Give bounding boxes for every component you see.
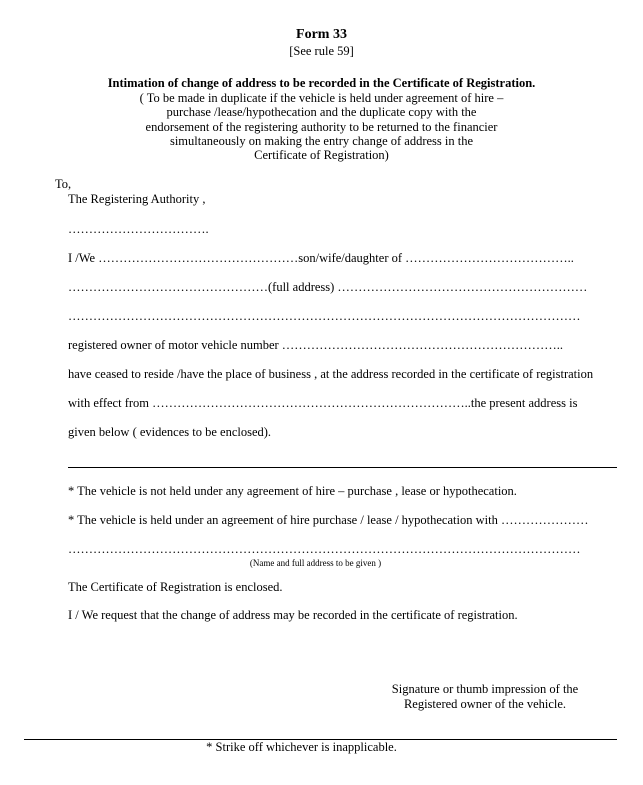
registering-authority: The Registering Authority , xyxy=(68,192,206,206)
note-line: purchase /lease/hypothecation and the duplicate copy with the xyxy=(166,105,477,119)
evidence-line: given below ( evidences to be enclosed). xyxy=(68,425,272,439)
note-line: simultaneously on making the entry change of address in the xyxy=(169,134,474,148)
signature-line-1: Signature or thumb impression of the xyxy=(391,682,579,696)
full-address-line: …………………………………………(full address) …………………………………………………… xyxy=(68,280,588,294)
salutation-to: To, xyxy=(55,177,72,191)
present-address-line xyxy=(68,467,617,468)
option-not-held: * The vehicle is not held under any agreement of hire – purchase , lease or hypothecation. xyxy=(68,484,517,498)
ceased-line: have ceased to reside /have the place of business , at the address recorded in the certificate of registration xyxy=(68,367,594,381)
note-line: endorsement of the registering authority to be returned to the financier xyxy=(145,120,498,134)
authority-blank: ……………………………. xyxy=(68,222,209,236)
note-line: Certificate of Registration) xyxy=(254,148,389,162)
option-held: * The vehicle is held under an agreement of hire purchase / lease / hypothecation with ………………… xyxy=(68,513,589,527)
signature-line-2: Registered owner of the vehicle. xyxy=(403,697,567,711)
note-line: ( To be made in duplicate if the vehicle is held under agreement of hire – xyxy=(139,91,504,105)
financier-hint: (Name and full address to be given ) xyxy=(249,558,382,568)
vehicle-number-line: registered owner of motor vehicle number ………………………………………………………….. xyxy=(68,338,564,352)
certificate-enclosed: The Certificate of Registration is enclosed. xyxy=(68,580,283,594)
request-statement: I / We request that the change of address may be recorded in the certificate of registration. xyxy=(68,608,518,622)
rule-reference: [See rule 59] xyxy=(289,44,354,58)
effect-date-line: with effect from …………………………………………………………………..the present address is xyxy=(68,396,578,410)
address-blank-line: …………………………………………………………………………………………………………… xyxy=(68,309,581,323)
footnote: * Strike off whichever is inapplicable. xyxy=(206,740,397,754)
form-subject: Intimation of change of address to be recorded in the Certificate of Registration. xyxy=(107,76,536,90)
form-title: Form 33 xyxy=(296,27,347,42)
applicant-line: I /We …………………………………………son/wife/daughter of ………………………………….. xyxy=(68,251,574,265)
financier-blank: …………………………………………………………………………………………………………… xyxy=(68,542,581,556)
